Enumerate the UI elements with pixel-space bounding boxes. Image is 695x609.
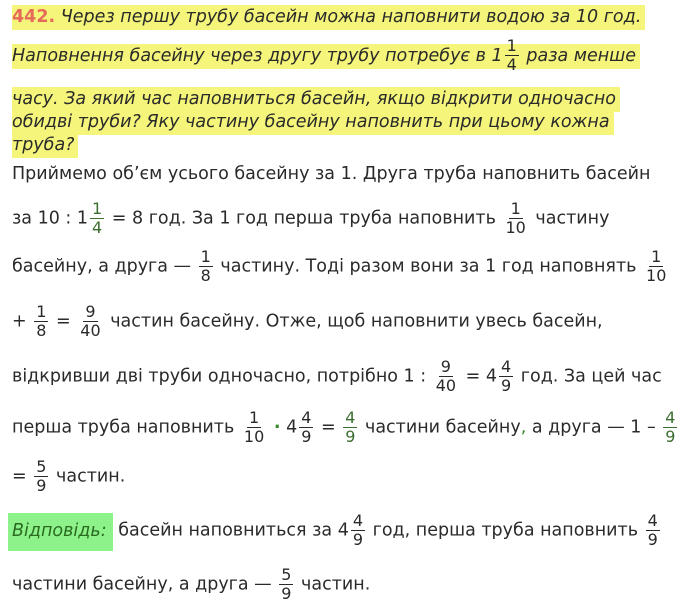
solution-line-1 — [12, 163, 650, 185]
task-text-3: часу. За який час наповниться басейн, якщо відкрити одночасно — [12, 87, 620, 112]
task-line-4 — [12, 111, 614, 133]
numerator: 1 — [36, 302, 47, 321]
solution-text: год. За цей час — [520, 366, 662, 387]
task-text-4: обидві труби? Яку частину басейну наповнить при цьому кожна — [12, 110, 614, 135]
fraction — [78, 303, 102, 340]
numerator: 4 — [501, 357, 512, 376]
task-line-5 — [12, 134, 78, 156]
answer-line-1 — [12, 512, 662, 549]
fraction — [199, 248, 213, 285]
solution-text: басейну, а друга — — [12, 256, 192, 277]
task-text-5: труба? — [12, 133, 78, 158]
fraction — [279, 566, 293, 603]
multiply-dot: · — [273, 417, 281, 438]
numerator: 4 — [647, 511, 658, 530]
numerator: 4 — [301, 408, 312, 427]
solution-text: 4 — [286, 417, 298, 438]
numerator: 5 — [281, 565, 292, 584]
denominator: 9 — [345, 427, 356, 446]
solution-text: частину. Тоді разом вони за 1 год наповнять — [220, 256, 637, 277]
numerator: 4 — [345, 408, 356, 427]
task-number: 442. — [12, 7, 56, 27]
solution-line-2 — [12, 200, 609, 237]
task-line-2 — [12, 37, 640, 74]
solution-text: а друга — 1 – — [531, 417, 656, 438]
numerator: 1 — [510, 199, 521, 218]
solution-text: частин. — [56, 466, 126, 487]
answer-text: частини басейну, а друга — — [12, 574, 272, 595]
numerator: 1 — [248, 408, 260, 427]
numerator: 4 — [352, 511, 364, 530]
denominator: 9 — [647, 530, 658, 549]
denominator: 4 — [92, 218, 103, 237]
denominator: 10 — [646, 266, 667, 285]
numerator: 1 — [200, 247, 211, 266]
denominator: 8 — [200, 266, 211, 285]
solution-text: частину — [535, 208, 610, 229]
solution-line-7 — [12, 458, 125, 495]
solution-text-1: Приймемо об’єм усього басейну за 1. Друга труба наповнить басейн — [12, 164, 651, 184]
solution-line-4 — [12, 303, 603, 340]
answer-line-2 — [12, 566, 370, 603]
solution-text: = — [56, 311, 71, 332]
solution-line-6 — [12, 409, 679, 446]
fraction — [505, 37, 519, 74]
fraction — [503, 200, 527, 237]
fraction — [34, 458, 48, 495]
denominator: 10 — [505, 218, 526, 237]
numerator: 9 — [85, 302, 96, 321]
denominator: 9 — [36, 476, 47, 495]
denominator: 9 — [301, 427, 312, 446]
denominator: 9 — [501, 376, 512, 395]
answer-text: частин. — [301, 574, 371, 595]
denominator: 40 — [435, 376, 457, 395]
denominator: 10 — [243, 427, 265, 446]
solution-text: = — [320, 417, 336, 438]
solution-text: = 4 — [465, 366, 498, 387]
numerator: 1 — [92, 199, 103, 218]
denominator: 4 — [506, 55, 517, 74]
numerator: 4 — [665, 408, 676, 427]
numerator: 5 — [36, 457, 47, 476]
fraction — [299, 409, 313, 446]
fraction — [34, 303, 48, 340]
answer-label: Відповідь: — [8, 513, 113, 551]
fraction — [351, 512, 365, 549]
solution-text: частини басейну — [364, 417, 521, 438]
denominator: 8 — [36, 321, 47, 340]
fraction — [242, 409, 266, 446]
numerator: 1 — [651, 247, 662, 266]
solution-line-3 — [12, 248, 670, 285]
solution-text: відкривши дві труби одночасно, потрібно 1 : — [12, 366, 427, 387]
task-text-2a: Наповнення басейну через другу трубу потребує в 1 — [12, 45, 503, 66]
comma: , — [520, 417, 527, 438]
denominator: 9 — [352, 530, 364, 549]
denominator: 9 — [281, 584, 292, 603]
task-text-2b: раза менше — [526, 45, 636, 66]
solution-text: перша труба наповнить — [12, 417, 235, 438]
solution-text: за 10 : 1 — [12, 208, 89, 229]
numerator: 9 — [440, 357, 451, 376]
task-text-1: Через першу трубу басейн можна наповнити водою за 10 год. — [60, 7, 642, 27]
fraction — [663, 409, 677, 446]
task-line-3 — [12, 88, 620, 110]
fraction — [434, 358, 458, 395]
denominator: 40 — [80, 321, 101, 340]
fraction — [499, 358, 513, 395]
fraction — [90, 200, 104, 237]
solution-text: = 8 год. За 1 год перша труба наповнить — [111, 208, 496, 229]
solution-text: частин басейну. Отже, щоб наповнити увесь басейн, — [110, 311, 603, 332]
fraction — [644, 248, 668, 285]
solution-line-5 — [12, 358, 662, 395]
denominator: 9 — [665, 427, 676, 446]
task-line-1 — [12, 6, 645, 28]
answer-text: год, перша труба наповнить — [372, 520, 639, 541]
fraction — [646, 512, 660, 549]
answer-text: басейн наповниться за 4 — [118, 520, 349, 541]
solution-text: + — [12, 311, 27, 332]
numerator: 1 — [506, 36, 517, 55]
fraction — [343, 409, 357, 446]
solution-text: = — [12, 466, 27, 487]
